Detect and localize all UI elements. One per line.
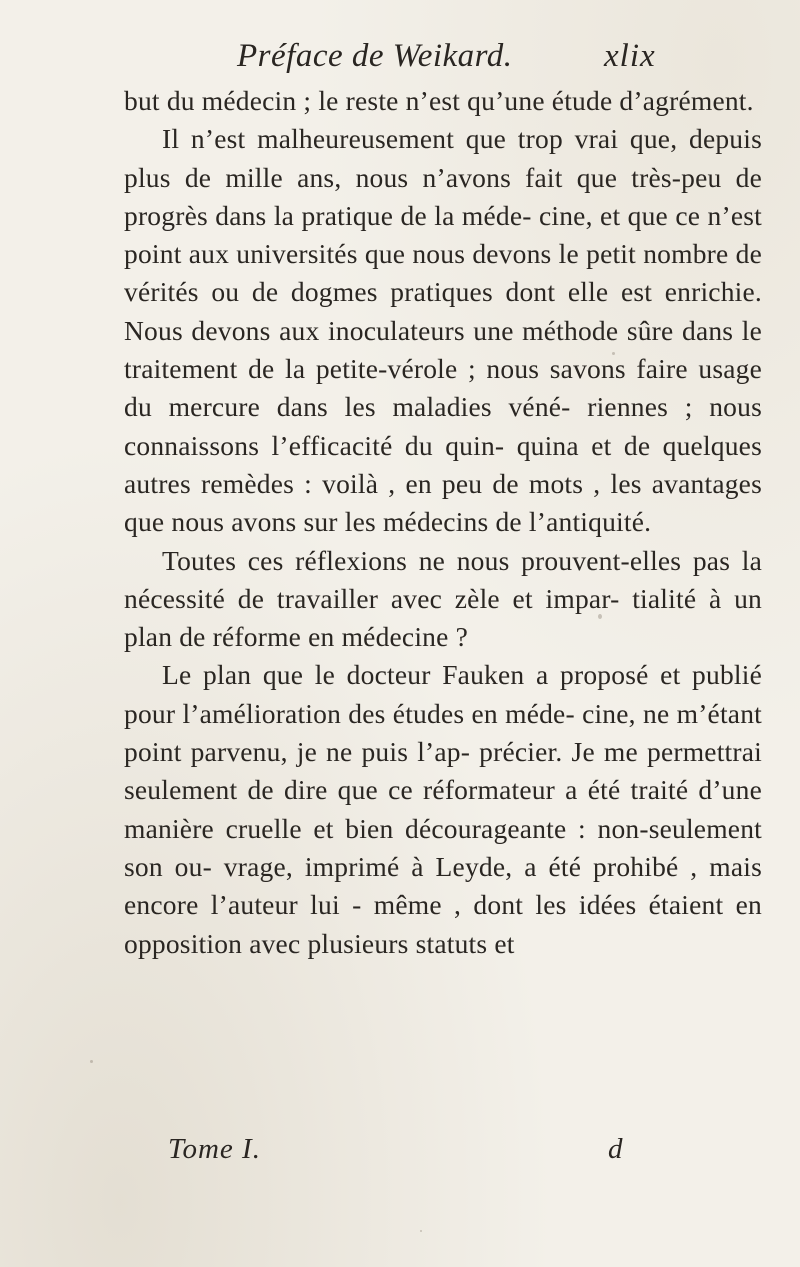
volume-label: Tome I. bbox=[168, 1133, 261, 1165]
running-title: Préface de Weikard. bbox=[237, 38, 513, 74]
page-footer bbox=[0, 1133, 800, 1173]
paragraph-4: Le plan que le docteur Fauken a proposé et publié pour l’amélioration des études en méde- cine, ne m’étant point parvenu, je ne puis l’ap- précier. Je me permettrai seulement de dire que ce réformateur a été traité d’une manière cruelle et bien décourageante : non-seulement son ou- vrage, imprimé à Leyde, a été prohibé , mais encore l’auteur lui - même , dont les idées étaient en opposition avec plusieurs statuts et bbox=[124, 659, 762, 959]
body-text bbox=[124, 82, 762, 963]
paragraph-1: but du médecin ; le reste n’est qu’une étude d’agrément. bbox=[124, 85, 754, 116]
paper-speck bbox=[90, 1060, 93, 1063]
paper-speck bbox=[612, 352, 615, 355]
paper-speck bbox=[420, 1230, 422, 1232]
paper-speck bbox=[598, 614, 602, 619]
signature-mark: d bbox=[608, 1133, 623, 1165]
running-header bbox=[0, 36, 800, 80]
page-number: xlix bbox=[604, 38, 656, 74]
paragraph-3: Toutes ces réflexions ne nous prouvent-elles pas la nécessité de travailler avec zèle et impar- tialité à un plan de réforme en médecine ? bbox=[124, 544, 762, 653]
paragraph-2: Il n’est malheureusement que trop vrai que, depuis plus de mille ans, nous n’avons fait que très-peu de progrès dans la pratique de la méde- cine, et que ce n’est point aux universités que nous devons le petit nombre de vérités ou de dogmes pratiques dont elle est enrichie. Nous devons aux inoculateurs une méthode sûre dans le traitement de la petite-vérole ; nous savons faire usage du mercure dans les maladies véné- riennes ; nous connaissons l’efficacité du quin- quina et de quelques autres remèdes : voilà , en peu de mots , les avantages que nous avons sur les médecins de l’antiquité. bbox=[124, 123, 762, 538]
